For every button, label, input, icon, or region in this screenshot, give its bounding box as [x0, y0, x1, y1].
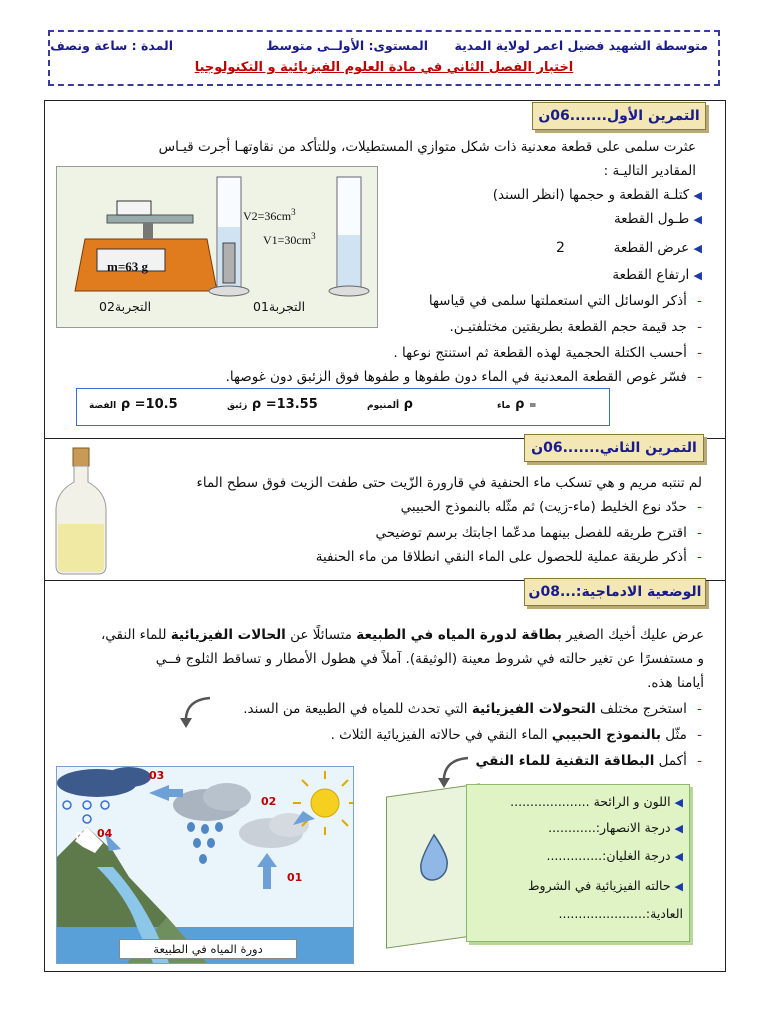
- list-item: ◀ طـول القطعة: [613, 211, 702, 227]
- question-item: - أكمل البطاقة التقنية للماء النقي: [475, 753, 702, 769]
- question-item: - أذكر الوسائل التي استعملتها سلمى في قياسها: [428, 293, 702, 309]
- card-field: ◀ حالته الفيزيائية في الشروط: [527, 878, 683, 893]
- water-drop-icon: [417, 830, 451, 883]
- bullet-icon: ◀: [693, 242, 702, 255]
- list-item: ◀ ارتفاع القطعة: [612, 267, 702, 283]
- level-label: المستوى: الأولــى متوسط: [266, 38, 428, 53]
- volume2-label: $V2=36cm^3$: [243, 207, 296, 223]
- item-value: 2: [556, 240, 565, 256]
- snow-label: ثلج: [75, 827, 92, 840]
- volume1-label: $V1=30cm^3$: [263, 231, 316, 247]
- density-table: [76, 388, 610, 426]
- exercise1-title: التمرين الأول.......06ن: [532, 102, 706, 130]
- experiment-figure: [56, 166, 378, 328]
- experiment2-label: التجربة02: [99, 299, 152, 314]
- integration-paragraph: عرض عليك أخيك الصغير بطاقة لدورة المياه في الطبيعة متسائلًا عن الحالات الفيزيائية للماء النقي،: [100, 627, 704, 643]
- card-field: ◀ درجة الغليان:..............: [546, 848, 683, 863]
- question-item: - اقترح طريقه للفصل بينهما مدعّما اجابتك برسم توضيحي: [375, 525, 702, 541]
- question-item: - أحسب الكتلة الحجمية لهذه القطعة ثم استنتج نوعها .: [393, 345, 702, 361]
- exercise1-intro: المقادير التاليـة :: [603, 163, 696, 179]
- question-item: - جد قيمة حجم القطعة بطريقتين مختلفتيـن.: [449, 319, 702, 335]
- question-item: - حدّد نوع الخليط (ماء-زيت) ثم مثّله بالنموذج الحبيبي: [400, 499, 702, 515]
- arrow-label: 02: [261, 795, 277, 808]
- arrow-label: 04: [97, 827, 113, 840]
- exercise2-title: التمرين الثاني.......06ن: [524, 434, 704, 462]
- integration-title: الوضعية الادماجية:...08ن: [524, 578, 706, 606]
- exam-title: اختبار الفصل الثاني في مادة العلوم الفيزيائية و التكنولوجيا: [194, 60, 574, 75]
- oil-bottle-image: [50, 446, 112, 576]
- exercise2-intro: لم تنتبه مريم و هي تسكب ماء الحنفية في قارورة الزّيت حتى طفت الزيت فوق سطح الماء: [196, 475, 702, 491]
- density-water: ماء ρ =: [497, 397, 537, 412]
- bullet-icon: ◀: [693, 213, 702, 226]
- card-field: العادية:......................: [558, 906, 683, 921]
- density-mercury: زئبق ρ =13.55: [227, 397, 318, 412]
- exercise1-intro: عثرت سلمى على قطعة معدنية ذات شكل متوازي المستطيلات، وللتأكد من نقاوتهـا أجرت قيـاس: [158, 139, 696, 155]
- question-item: - فسّر غوص القطعة المعدنية في الماء دون طفوها و طفوها فوق الزئبق دون غوصها.: [225, 369, 702, 385]
- density-silver: الفضة ρ =10.5: [89, 397, 178, 412]
- curved-arrow-icon: [176, 690, 216, 730]
- school-name: متوسطة الشهيد فضيل اعمر لولاية المدية: [454, 38, 708, 53]
- density-aluminium: ألمنيوم ρ: [367, 397, 413, 412]
- technical-card: [466, 784, 690, 942]
- water-cycle-drawing: [57, 767, 353, 963]
- arrow-label: 03: [149, 769, 165, 782]
- exam-header: [48, 30, 720, 86]
- integration-paragraph: أيامنا هذه.: [647, 675, 704, 691]
- experiment1-label: التجربة01: [253, 299, 306, 314]
- mass-label: m=63 g: [107, 259, 148, 274]
- duration-label: المدة : ساعة ونصف: [50, 38, 173, 53]
- question-item: - مثّل بالنموذج الحبيبي الماء النقي في حالاته الفيزيائية الثلاث .: [330, 727, 702, 743]
- card-field: ◀ درجة الانصهار:............: [548, 820, 683, 835]
- question-item: - أذكر طريقة عملية للحصول على الماء النقي انطلاقا من ماء الحنفية: [315, 549, 702, 565]
- water-cycle-diagram: [56, 766, 354, 964]
- bullet-icon: ◀: [693, 189, 702, 202]
- question-item: - استخرج مختلف التحولات الفيزيائية التي تحدث للمياه في الطبيعة من السند.: [243, 701, 702, 717]
- bullet-icon: ◀: [693, 269, 702, 282]
- arrow-label: 01: [287, 871, 303, 884]
- list-item: ◀ كتلـة القطعة و حجمها (انظر السند): [492, 187, 702, 203]
- bottle-icon: [50, 446, 112, 576]
- card-field: ◀ اللون و الرائحة ....................: [510, 794, 683, 809]
- cycle-caption: دورة المياه في الطبيعة: [119, 939, 297, 959]
- list-item: ◀ عرض القطعة: [613, 240, 702, 256]
- integration-paragraph: و مستفسرًا عن تغير حالته في شروط معينة (الوثيقة). آملاً في هطول الأمطار و تساقط الثلوج فــي: [155, 651, 704, 667]
